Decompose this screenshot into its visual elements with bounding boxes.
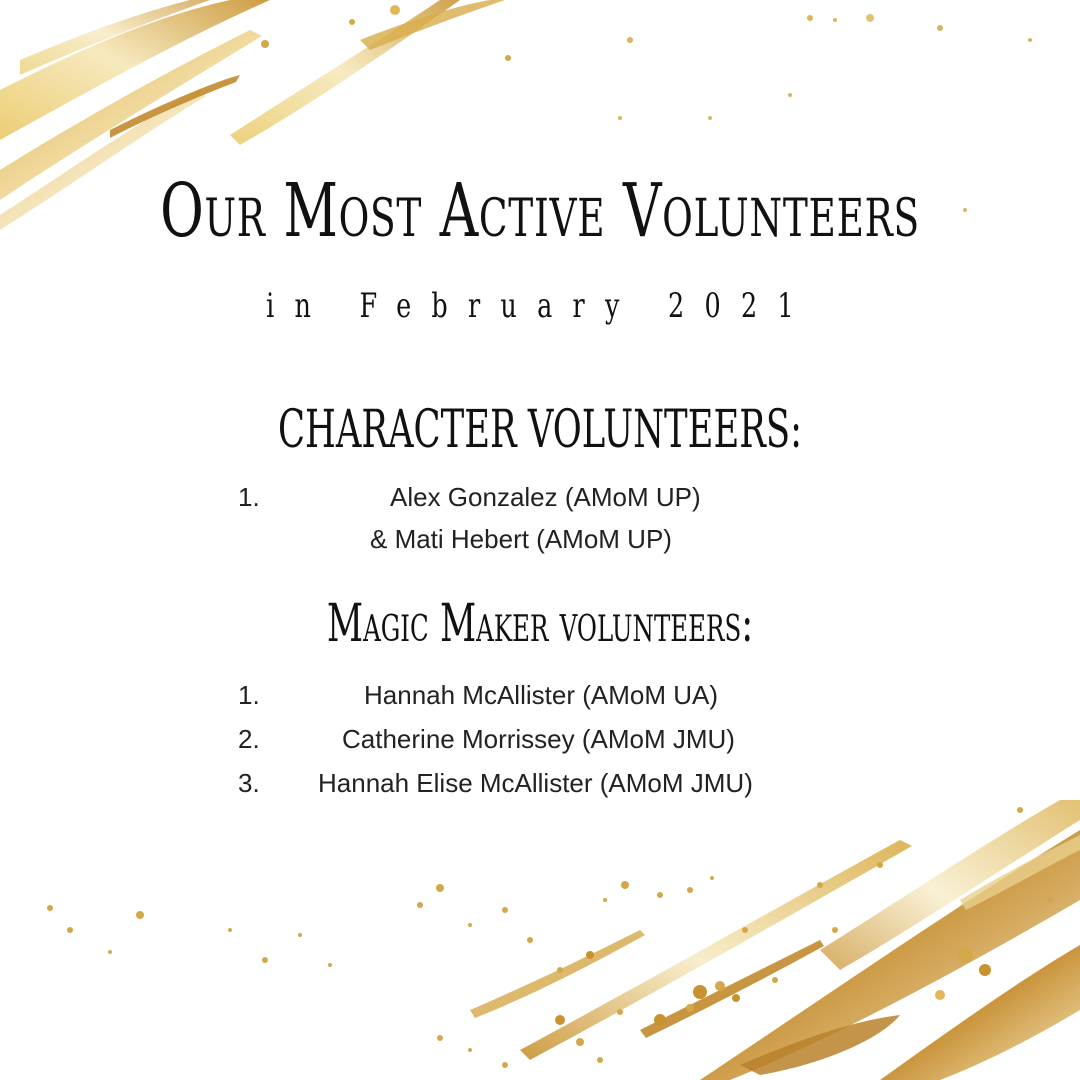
volunteer-name-continuation: & Mati Hebert (AMoM UP) [370,524,672,554]
list-number: 1. [238,680,260,710]
volunteer-name: Catherine Morrissey (AMoM JMU) [342,724,735,754]
volunteer-name: Hannah Elise McAllister (AMoM JMU) [318,768,753,798]
list-number: 1. [238,482,260,512]
list-number: 2. [238,724,260,754]
character-volunteers-heading: CHARACTER VOLUNTEERS: [277,400,803,460]
volunteer-name: Hannah McAllister (AMoM UA) [364,680,718,710]
volunteer-name: Alex Gonzalez (AMoM UP) [390,482,701,512]
gold-brush-bottom-right [0,780,1080,1080]
magic-maker-volunteers-heading: Magic Maker volunteers: [326,594,754,654]
page-subtitle: in February 2021 [266,286,814,326]
page-title: Our Most Active Volunteers [160,168,920,254]
list-number: 3. [238,768,260,798]
